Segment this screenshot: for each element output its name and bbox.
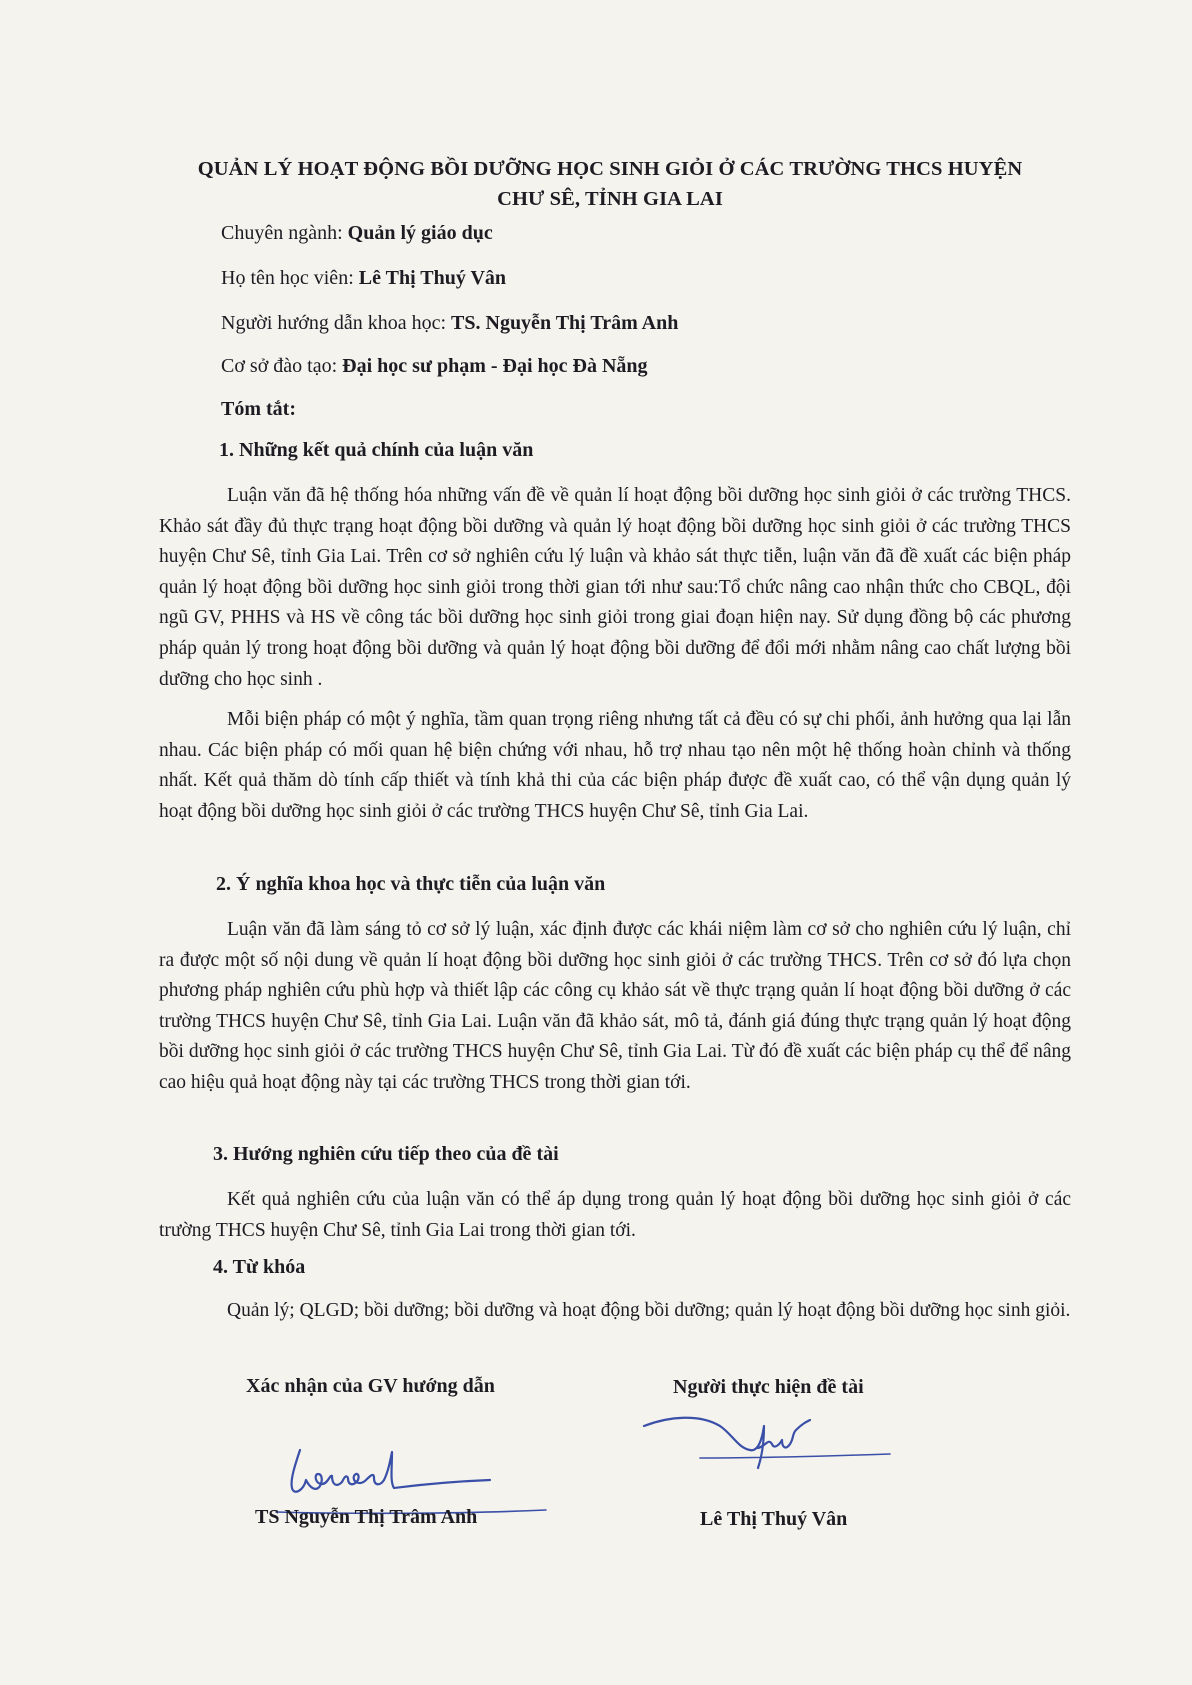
section-2-paragraph: Luận văn đã làm sáng tỏ cơ sở lý luận, xác định được các khái niệm làm cơ sở cho nghiên cứu lý luận, chỉ ra được một số nội dung về quản lí hoạt động bồi dưỡng học sinh giỏi ở các trường THCS. Trên cơ sở đó lựa chọn phương pháp nghiên cứu phù hợp và thiết lập các công cụ khảo sát về thực trạng quản lí hoạt động bồi dưỡng ở các trường THCS huyện Chư Sê, tỉnh Gia Lai. Luận văn đã khảo sát, mô tả, đánh giá đúng thực trạng quản lý hoạt động bồi dưỡng học sinh giỏi ở các trường THCS huyện Chư Sê, tỉnh Gia Lai. Từ đó đề xuất các biện pháp cụ thể để nâng cao hiệu quả hoạt động này tại các trường THCS trong thời gian tới. xyxy=(159,919,1071,1093)
advisor-value: TS. Nguyễn Thị Trâm Anh xyxy=(451,312,679,334)
section-3-heading: 3. Hướng nghiên cứu tiếp theo của đề tài xyxy=(213,1143,559,1165)
title-line-2: CHƯ SÊ, TỈNH GIA LAI xyxy=(497,188,723,210)
major-value: Quản lý giáo dục xyxy=(347,222,493,244)
document-title xyxy=(120,154,1100,214)
section-4-heading: 4. Từ khóa xyxy=(213,1256,306,1278)
section-1-heading: 1. Những kết quả chính của luận văn xyxy=(219,439,534,461)
author-label: Người thực hiện đề tài xyxy=(673,1376,864,1398)
advisor-line: Người hướng dẫn khoa học: TS. Nguyễn Thị Trâm Anh xyxy=(221,312,679,334)
author-signature xyxy=(640,1398,900,1478)
section-4-paragraph: Quản lý; QLGD; bồi dưỡng; bồi dưỡng và hoạt động bồi dưỡng; quản lý hoạt động bồi dưỡng học sinh giỏi. xyxy=(227,1300,1071,1321)
institution-value: Đại học sư phạm - Đại học Đà Nẵng xyxy=(342,355,648,377)
section-2-heading: 2. Ý nghĩa khoa học và thực tiễn của luận văn xyxy=(216,873,606,895)
section-3-paragraph: Kết quả nghiên cứu của luận văn có thể áp dụng trong quản lý hoạt động bồi dưỡng học sinh giỏi ở các trường THCS huyện Chư Sê, tỉnh Gia Lai trong thời gian tới. xyxy=(159,1189,1071,1241)
advisor-signature xyxy=(270,1410,550,1520)
advisor-confirmation-label: Xác nhận của GV hướng dẫn xyxy=(246,1375,495,1397)
section-1-paragraph-1: Luận văn đã hệ thống hóa những vấn đề về quản lí hoạt động bồi dưỡng học sinh giỏi ở các trường THCS. Khảo sát đầy đủ thực trạng hoạt động bồi dưỡng và quản lý hoạt động bồi dưỡng học sinh giỏi ở các trường THCS huyện Chư Sê, tỉnh Gia Lai. Trên cơ sở nghiên cứu lý luận và khảo sát thực tiễn, luận văn đã đề xuất các biện pháp quản lý hoạt động bồi dưỡng học sinh giỏi trong thời gian tới như sau:Tổ chức nâng cao nhận thức cho CBQL, đội ngũ GV, PHHS và HS về công tác bồi dưỡng học sinh giỏi trong giai đoạn hiện nay. Sử dụng đồng bộ các phương pháp quản lý trong hoạt động bồi dưỡng và quản lý hoạt động bồi dưỡng để đổi mới nhằm nâng cao chất lượng bồi dưỡng cho học sinh . xyxy=(159,485,1071,690)
section-1-paragraph-2: Mỗi biện pháp có một ý nghĩa, tầm quan trọng riêng nhưng tất cả đều có sự chi phối, ảnh hưởng qua lại lẫn nhau. Các biện pháp có mối quan hệ biện chứng với nhau, hỗ trợ nhau tạo nên một hệ thống hoàn chỉnh và thống nhất. Kết quả thăm dò tính cấp thiết và tính khả thi của các biện pháp được đề xuất cao, có thể vận dụng quản lý hoạt động bồi dưỡng học sinh giỏi ở các trường THCS huyện Chư Sê, tỉnh Gia Lai. xyxy=(159,709,1071,822)
advisor-name: TS Nguyễn Thị Trâm Anh xyxy=(255,1506,478,1528)
major-line: Chuyên ngành: Quản lý giáo dục xyxy=(221,222,493,244)
title-line-1: QUẢN LÝ HOẠT ĐỘNG BỒI DƯỠNG HỌC SINH GIỎI Ở CÁC TRƯỜNG THCS HUYỆN xyxy=(197,158,1023,180)
institution-line: Cơ sở đào tạo: Đại học sư phạm - Đại học Đà Nẵng xyxy=(221,355,648,377)
author-name: Lê Thị Thuý Vân xyxy=(700,1508,848,1530)
summary-label: Tóm tắt: xyxy=(221,398,296,420)
student-line: Họ tên học viên: Lê Thị Thuý Vân xyxy=(221,267,507,289)
student-value: Lê Thị Thuý Vân xyxy=(358,267,507,289)
